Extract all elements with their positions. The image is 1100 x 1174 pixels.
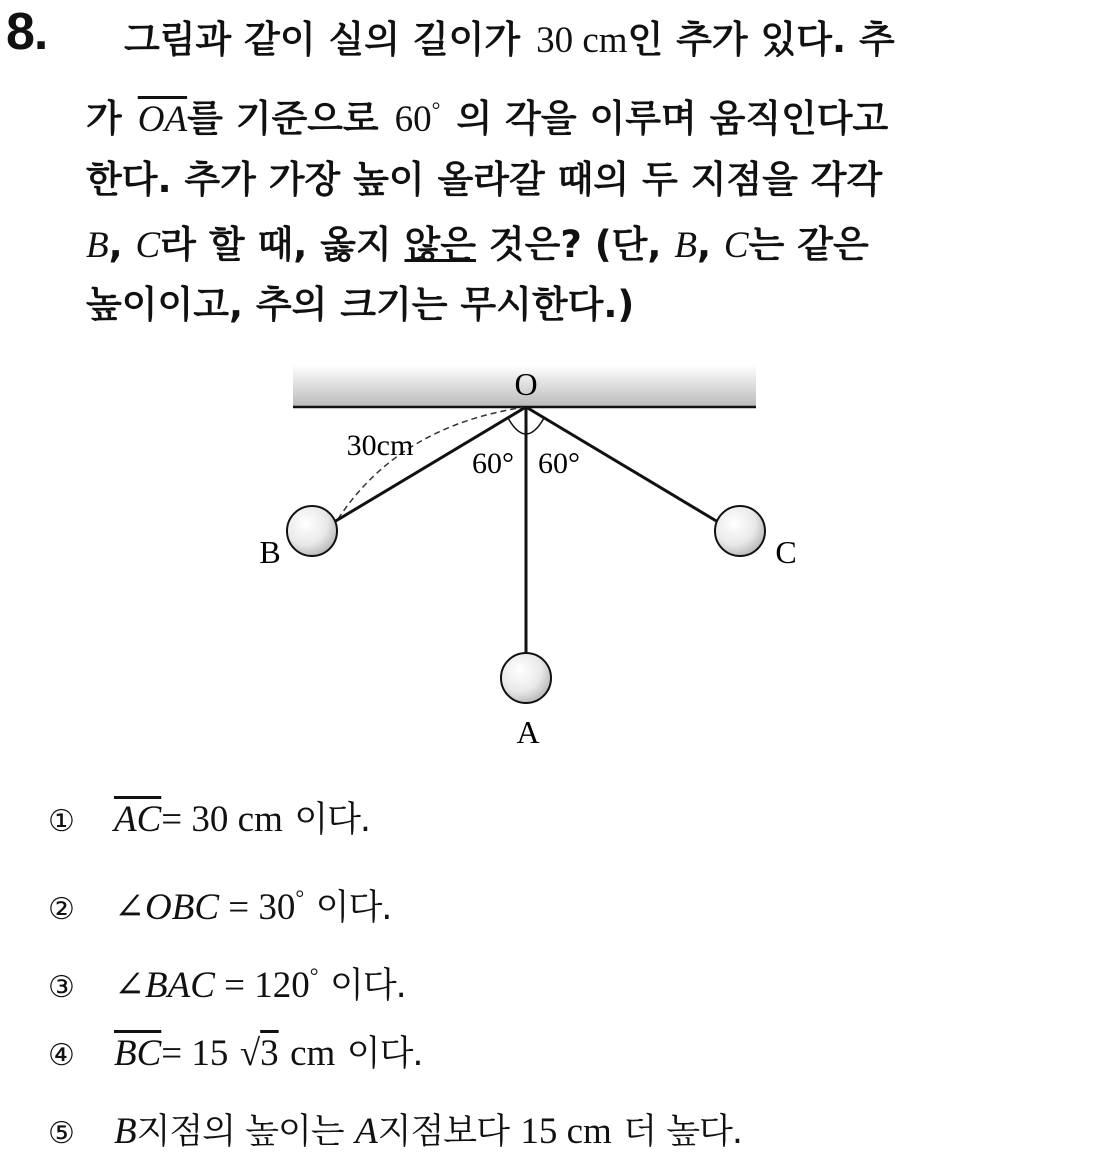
angle-symbol: ∠ [114,965,146,1006]
choice-text: 이다. [346,1034,423,1074]
string-length-value: 30 cm [536,20,628,61]
label-angle-left: 60° [472,447,514,480]
point-a: A [355,1111,378,1152]
stem-text: 라 할 때, 옳지 [160,223,392,266]
emphasis-not: 않은 [404,223,477,266]
choice-2[interactable] [48,868,391,928]
choice-text: 지점보다 [377,1112,509,1152]
radicand: 3 [260,1033,279,1074]
height-value: 15 cm [520,1111,612,1152]
choice-4[interactable] [48,1024,423,1084]
angle-symbol: ∠ [114,887,146,928]
choice-text: 이다. [315,888,392,928]
stem-text: 는 같은 [748,223,869,266]
angle-obc: OBC [145,887,220,928]
choice-number: ② [48,892,75,927]
stem-text: 를 기준으로 [187,97,379,140]
choice-3[interactable] [48,946,406,1006]
sqrt-sign: √ [239,1033,261,1074]
stem-text: 의 각을 이루며 움직인다고 [456,97,889,140]
square-root [240,1024,279,1084]
segment-ac: $\overline{AC}$ [114,799,162,840]
choice-number: ④ [48,1038,75,1073]
equation-rhs: = 15 [161,1033,229,1074]
label-o: O [514,366,538,402]
stem-line-5: 높이이고, 추의 크기는 무시한다.) [86,283,635,326]
choice-number: ① [48,804,75,839]
point-b: B [114,1111,137,1152]
degree-symbol: ° [309,963,319,988]
equation-rhs: = 30 [219,887,296,928]
stem-text: 것은? (단, [488,223,662,266]
segment-oa: $\overline{OA}$ [137,99,188,140]
unit: cm [290,1033,336,1074]
choice-5[interactable] [48,1102,742,1162]
label-b: B [259,534,281,570]
stem-line-3: 한다. 추가 가장 높이 올라갈 때의 두 지점을 각각 [86,158,883,201]
stem-line-1 [124,10,895,70]
label-angle-right: 60° [538,447,580,480]
angle-value: 60 [394,99,432,140]
equation-rhs: = 30 cm [161,799,283,840]
bob-c [715,506,765,556]
choice-text: 더 높다. [623,1112,742,1152]
label-a: A [516,714,540,750]
equation-rhs: = 120 [214,965,310,1006]
segment-bc: $\overline{BC}$ [114,1033,162,1074]
bob-a [501,653,551,703]
choice-1[interactable] [48,790,370,850]
stem-text: 그림과 같이 실의 길이가 [124,18,521,61]
pendulum-figure [250,355,797,755]
stem-text: 인 추가 있다. 추 [627,18,895,61]
point-b: B [86,225,109,266]
choice-text: 이다. [330,966,406,1006]
stem-line-2 [86,80,888,140]
angle-bac: BAC [145,965,215,1006]
degree-symbol: ° [431,97,441,122]
stem-text: 가 [86,97,122,140]
comma: , [108,223,136,266]
stem-line-4 [86,215,869,275]
comma: , [696,223,724,266]
degree-symbol: ° [295,885,305,910]
point-c: C [135,225,161,266]
choice-number: ⑤ [48,1116,75,1151]
choice-text: 지점의 높이는 [136,1112,344,1152]
label-length: 30cm [346,429,414,462]
point-c: C [723,225,749,266]
choice-number: ③ [48,970,75,1005]
choice-text: 이다. [294,800,371,840]
point-b: B [674,225,697,266]
question-number: 8. [6,3,48,61]
label-c: C [775,534,797,570]
bob-b [287,506,337,556]
